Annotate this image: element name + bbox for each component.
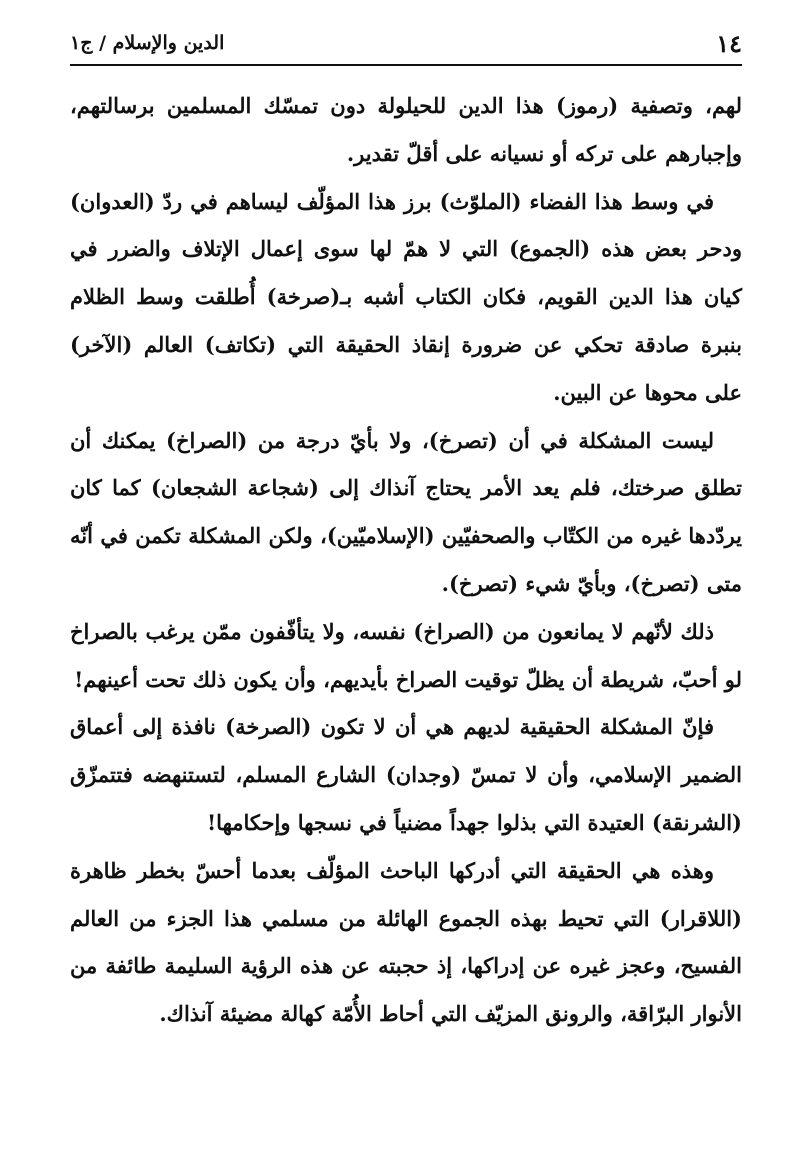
paragraph: في وسط هذا الفضاء (الملوّث) برز هذا المؤلّف ليساهم في ردّ (العدوان) ودحر بعض هذه (الجموع) التي لا همّ لها سوى إعمال الإتلاف والضرر في كيان هذا الدين القويم، فكان الكتاب أشبه بـ(صرخة) أُطلقت وسط الظلام بنبرة صادقة تحكي عن ضرورة إنقاذ الحقيقة التي (تكاتف) العالم (الآخر) على محوها عن البين. [70,188,742,405]
paragraph: فإنّ المشكلة الحقيقية لديهم هي أن لا تكون (الصرخة) نافذة إلى أعماق الضمير الإسلامي، وأن لا تمسّ (وجدان) الشارع المسلم، لتستنهضه فتتمزّق (الشرنقة) العتيدة التي بذلوا جهداً مضنياً في نسجها وإحكامها! [70,714,742,835]
paragraph: وهذه هي الحقيقة التي أدركها الباحث المؤلّف بعدما أحسّ بخطر ظاهرة (اللاقرار) التي تحيط بهذه الجموع الهائلة من مسلمي هذا الجزء من العالم الفسيح، وعجز غيره عن إدراكها، إذ حجبته عن هذه الرؤية السليمة طائفة من الأنوار البرّاقة، والرونق المزيّف التي أحاط الأُمّة كهالة مضيئة آنذاك. [70,857,742,1027]
paragraph: ليست المشكلة في أن (تصرخ)، ولا بأيّ درجة من (الصراخ) يمكنك أن تطلق صرختك، فلم يعد الأمر يحتاج آنذاك إلى (شجاعة الشجعان) كما كان يردّدها غيره من الكتّاب والصحفيّين (الإسلاميّين)، ولكن المشكلة تكمن في أنّه متى (تصرخ)، وبأيّ شيء (تصرخ). [70,427,742,596]
body-text [70,82,742,1038]
header-rule [70,64,742,66]
page-number: ١٤ [716,28,742,58]
paragraph: لهم، وتصفية (رموز) هذا الدين للحيلولة دون تمسّك المسلمين برسالتهم، وإجبارهم على تركه أو نسيانه على أقلّ تقدير. [70,93,742,166]
page-header [70,18,742,68]
paragraph: ذلك لأنّهم لا يمانعون من (الصراخ) نفسه، ولا يتأفّفون ممّن يرغب بالصراخ لو أحبّ، شريطة أن يظلّ توقيت الصراخ بأيديهم، وأن يكون ذلك تحت أعينهم! [70,618,742,692]
running-title: الدين والإسلام / ج١ [70,32,225,54]
